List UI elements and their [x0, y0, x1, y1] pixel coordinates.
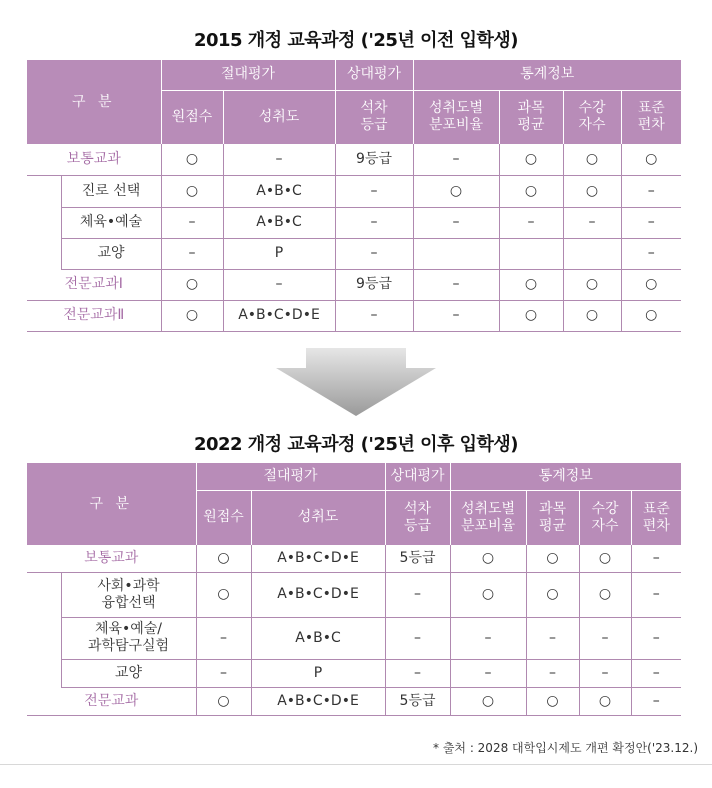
header-stddev: 표준 편차 [621, 90, 681, 144]
table-cell: – [161, 238, 223, 269]
table-cell: ○ [526, 687, 579, 715]
table-cell: – [335, 238, 413, 269]
table-cell: – [579, 659, 631, 687]
header-raw-score: 원점수 [196, 490, 251, 545]
table-cell: P [251, 659, 385, 687]
header-average: 과목 평균 [526, 490, 579, 545]
table-row [27, 659, 681, 687]
header-stat: 통계정보 [413, 60, 681, 90]
header-gubun: 구 분 [27, 60, 161, 144]
table-cell: – [385, 617, 450, 659]
table-cell: A•B•C•D•E [251, 545, 385, 572]
table-cell: ○ [499, 144, 563, 175]
header-achievement: 성취도 [223, 90, 335, 144]
table-cell: A•B•C [223, 207, 335, 238]
header-rank: 석차 등급 [335, 90, 413, 144]
table-cell: A•B•C [251, 617, 385, 659]
table-cell: ○ [161, 269, 223, 300]
table-row [27, 175, 681, 207]
table-cell: – [450, 617, 526, 659]
indent-spacer [27, 659, 61, 687]
table-cell: ○ [499, 269, 563, 300]
table-cell: ○ [621, 300, 681, 331]
header-relative: 상대평가 [385, 463, 450, 490]
table-cell: 9등급 [335, 144, 413, 175]
table-row [27, 300, 681, 331]
table-cell: ○ [161, 144, 223, 175]
table-cell: – [413, 144, 499, 175]
table-cell: – [335, 207, 413, 238]
table-cell: – [621, 175, 681, 207]
table-cell: – [335, 175, 413, 207]
table-row [27, 238, 681, 269]
table-cell: 9등급 [335, 269, 413, 300]
table2 [27, 463, 681, 716]
table-cell: – [385, 572, 450, 617]
table-cell: A•B•C [223, 175, 335, 207]
table-cell: – [196, 659, 251, 687]
row-label: 전문교과 [27, 687, 196, 715]
header-absolute: 절대평가 [196, 463, 385, 490]
table-cell [499, 238, 563, 269]
row-label: 보통교과 [27, 144, 161, 175]
header-distribution: 성취도별 분포비율 [450, 490, 526, 545]
table-row [27, 687, 681, 715]
header-average: 과목 평균 [499, 90, 563, 144]
table-cell: – [385, 659, 450, 687]
table-cell: – [631, 545, 681, 572]
header-stat: 통계정보 [450, 463, 681, 490]
table-cell: – [621, 238, 681, 269]
table-cell: ○ [196, 545, 251, 572]
table-row [27, 207, 681, 238]
table-cell: P [223, 238, 335, 269]
table1-title: 2015 개정 교육과정 ('25년 이전 입학생) [193, 30, 519, 51]
row-label: 체육•예술 [61, 207, 161, 238]
table-cell: – [621, 207, 681, 238]
divider [0, 764, 712, 765]
header-distribution: 성취도별 분포비율 [413, 90, 499, 144]
header-achievement: 성취도 [251, 490, 385, 545]
table-row [27, 617, 681, 659]
table-row [27, 545, 681, 572]
header-raw-score: 원점수 [161, 90, 223, 144]
header-gubun: 구 분 [27, 463, 196, 545]
header-count: 수강 자수 [579, 490, 631, 545]
row-label: 체육•예술/ 과학탐구실험 [61, 617, 196, 659]
table-cell: ○ [413, 175, 499, 207]
table-cell: ○ [579, 687, 631, 715]
table-cell: ○ [450, 545, 526, 572]
table-cell: ○ [563, 269, 621, 300]
table-cell: – [526, 617, 579, 659]
table-cell: ○ [526, 545, 579, 572]
table-cell: – [631, 572, 681, 617]
down-arrow-icon [276, 348, 436, 418]
indent-spacer [27, 207, 61, 238]
indent-spacer [27, 238, 61, 269]
table-row [27, 269, 681, 300]
table-cell: – [450, 659, 526, 687]
table-cell: ○ [450, 687, 526, 715]
header-count: 수강 자수 [563, 90, 621, 144]
table-cell: ○ [621, 144, 681, 175]
table-cell: – [563, 207, 621, 238]
table-cell: ○ [196, 572, 251, 617]
table-cell: – [223, 144, 335, 175]
table-cell: 5등급 [385, 545, 450, 572]
indent-spacer [27, 617, 61, 659]
table-cell: ○ [499, 175, 563, 207]
table-cell: ○ [161, 300, 223, 331]
table-cell: – [631, 659, 681, 687]
table-cell: A•B•C•D•E [251, 572, 385, 617]
table-cell: – [579, 617, 631, 659]
row-label: 교양 [61, 659, 196, 687]
table-row [27, 572, 681, 617]
row-label: 사회•과학 융합선택 [61, 572, 196, 617]
table-cell: ○ [450, 572, 526, 617]
row-label: 교양 [61, 238, 161, 269]
row-label: 전문교과Ⅱ [27, 300, 161, 331]
row-label: 진로 선택 [61, 175, 161, 207]
table-cell: – [413, 207, 499, 238]
table-cell: ○ [579, 572, 631, 617]
table-cell: – [223, 269, 335, 300]
table-cell: A•B•C•D•E [223, 300, 335, 331]
row-label: 보통교과 [27, 545, 196, 572]
table-row [27, 144, 681, 175]
table-cell: – [631, 687, 681, 715]
table-cell: ○ [563, 144, 621, 175]
header-stddev: 표준 편차 [631, 490, 681, 545]
table-cell: – [335, 300, 413, 331]
row-label: 전문교과Ⅰ [27, 269, 161, 300]
table-cell: ○ [526, 572, 579, 617]
table-cell [563, 238, 621, 269]
indent-spacer [27, 175, 61, 207]
table1 [27, 60, 681, 332]
table-cell: ○ [161, 175, 223, 207]
table2-title: 2022 개정 교육과정 ('25년 이후 입학생) [193, 434, 519, 455]
source-note: * 출처 : 2028 대학입시제도 개편 확정안('23.12.) [433, 741, 698, 755]
table-cell: ○ [621, 269, 681, 300]
header-relative: 상대평가 [335, 60, 413, 90]
table-cell: ○ [196, 687, 251, 715]
table-cell: ○ [579, 545, 631, 572]
table-cell: 5등급 [385, 687, 450, 715]
table-cell: – [196, 617, 251, 659]
table-cell: ○ [563, 175, 621, 207]
table-cell: – [631, 617, 681, 659]
table-cell: ○ [499, 300, 563, 331]
table-cell: – [499, 207, 563, 238]
table-cell: – [413, 300, 499, 331]
indent-spacer [27, 572, 61, 617]
table-cell: ○ [563, 300, 621, 331]
table-cell: A•B•C•D•E [251, 687, 385, 715]
header-absolute: 절대평가 [161, 60, 335, 90]
table-cell: – [526, 659, 579, 687]
table-cell [413, 238, 499, 269]
header-rank: 석차 등급 [385, 490, 450, 545]
table-cell: – [161, 207, 223, 238]
table-cell: – [413, 269, 499, 300]
